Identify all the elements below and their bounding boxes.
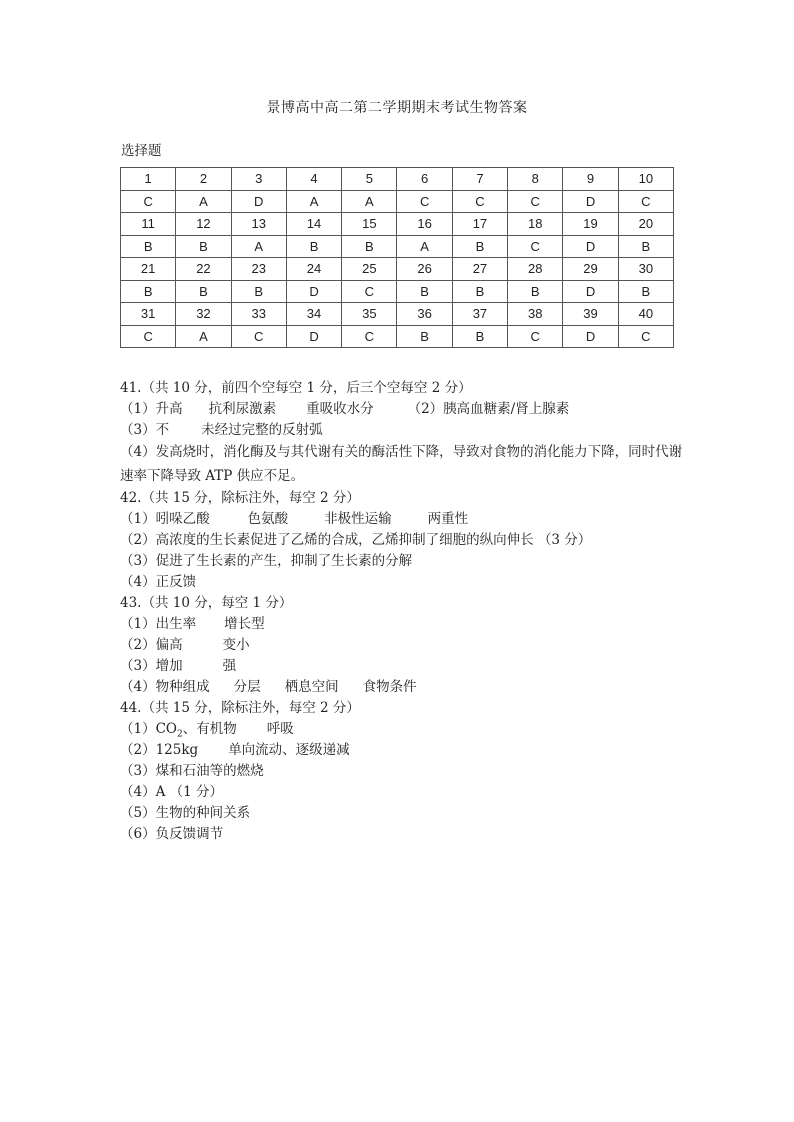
q41-line1: [120, 399, 690, 420]
table-row-numbers: [121, 258, 674, 281]
question-number-cell: 1: [121, 168, 176, 191]
document-title: 景博高中高二第二学期期末考试生物答案: [266, 100, 528, 116]
q41-line3: （4）发高烧时，消化酶及与其代谢有关的酶活性下降，导致对食物的消化能力下降，同时代谢速率下降导致 ATP 供应不足。: [120, 444, 683, 484]
q41-answer: 重吸收水分: [306, 401, 374, 417]
q43-answer: （4）物种组成: [120, 679, 210, 695]
q43-answer: 食物条件: [362, 679, 417, 695]
q42-line3: （3）促进了生长素的产生，抑制了生长素的分解: [120, 553, 413, 569]
answer-cell: C: [508, 190, 563, 213]
q41-answer: 未经过完整的反射弧: [201, 422, 323, 438]
question-number-cell: 13: [231, 213, 286, 236]
answer-cell: C: [342, 325, 397, 348]
question-number-cell: 14: [286, 213, 341, 236]
q42-answer: 色氨酸: [247, 511, 289, 527]
q44-line5: （5）生物的种间关系: [120, 805, 251, 821]
question-number-cell: 37: [452, 303, 507, 326]
answer-cell: C: [618, 190, 673, 213]
question-number-cell: 39: [563, 303, 618, 326]
answer-cell: B: [618, 235, 673, 258]
question-number-cell: 16: [397, 213, 452, 236]
q43-line1: [120, 614, 690, 635]
answer-cell: C: [508, 235, 563, 258]
question-number-cell: 4: [286, 168, 341, 191]
question-number-cell: 12: [176, 213, 231, 236]
q44-answer: 单向流动、逐级递减: [228, 742, 350, 758]
answer-cell: B: [452, 280, 507, 303]
q43-header: 43.（共 10 分，每空 1 分）: [120, 595, 293, 611]
answer-cell: C: [342, 280, 397, 303]
answer-cell: C: [121, 325, 176, 348]
question-number-cell: 28: [508, 258, 563, 281]
q44-answer: （1）CO: [120, 721, 177, 737]
answer-cell: C: [397, 190, 452, 213]
table-row-answers: [121, 280, 674, 303]
question-number-cell: 15: [342, 213, 397, 236]
table-row-numbers: [121, 168, 674, 191]
table-row-answers: [121, 325, 674, 348]
q44-line3: （3）煤和石油等的燃烧: [120, 763, 264, 779]
question-number-cell: 8: [508, 168, 563, 191]
q44-answer: 呼吸: [266, 721, 294, 737]
answer-cell: D: [563, 235, 618, 258]
q43-line4: [120, 677, 690, 698]
q42-line4: （4）正反馈: [120, 574, 197, 590]
question-number-cell: 22: [176, 258, 231, 281]
question-number-cell: 24: [286, 258, 341, 281]
question-number-cell: 5: [342, 168, 397, 191]
q43-answer: （3）增加: [120, 658, 183, 674]
q43-answer: 强: [222, 658, 237, 674]
question-number-cell: 30: [618, 258, 673, 281]
q41-answer: （3）不: [120, 422, 170, 438]
answer-cell: A: [176, 190, 231, 213]
q43-answer: （2）偏高: [120, 637, 183, 653]
question-number-cell: 26: [397, 258, 452, 281]
question-number-cell: 10: [618, 168, 673, 191]
q41-line2: [120, 420, 690, 441]
q44-line1: [120, 719, 690, 740]
q43-line2: [120, 635, 690, 656]
q43-answer: 栖息空间: [284, 679, 339, 695]
q42-answer: 非极性运输: [324, 511, 392, 527]
q44-line6: （6）负反馈调节: [120, 826, 224, 842]
question-number-cell: 23: [231, 258, 286, 281]
answer-cell: A: [342, 190, 397, 213]
question-number-cell: 11: [121, 213, 176, 236]
q43-answer: 分层: [233, 679, 261, 695]
question-number-cell: 29: [563, 258, 618, 281]
answer-cell: A: [176, 325, 231, 348]
q42-answer: 两重性: [427, 511, 469, 527]
answer-cell: A: [397, 235, 452, 258]
answer-cell: C: [452, 190, 507, 213]
section-label: 选择题: [121, 143, 162, 159]
question-number-cell: 36: [397, 303, 452, 326]
answer-cell: B: [397, 280, 452, 303]
table-row-numbers: [121, 213, 674, 236]
answer-cell: C: [121, 190, 176, 213]
answer-cell: D: [563, 190, 618, 213]
answer-cell: A: [286, 190, 341, 213]
answer-cell: D: [563, 325, 618, 348]
answer-cell: B: [618, 280, 673, 303]
q43-line3: [120, 656, 690, 677]
question-number-cell: 25: [342, 258, 397, 281]
answer-cell: B: [176, 280, 231, 303]
q44-subscript: 2: [177, 729, 183, 740]
q41-answer: （1）升高: [120, 401, 183, 417]
q44-answer: 、有机物: [182, 721, 237, 737]
q44-header: 44.（共 15 分，除标注外，每空 2 分）: [120, 700, 360, 716]
answer-cell: B: [231, 280, 286, 303]
q41-answer: 抗利尿激素: [208, 401, 277, 417]
answer-cell: B: [286, 235, 341, 258]
question-number-cell: 17: [452, 213, 507, 236]
question-number-cell: 32: [176, 303, 231, 326]
q42-line2: （2）高浓度的生长素促进了乙烯的合成，乙烯抑制了细胞的纵向伸长 （3 分）: [120, 532, 592, 548]
answer-table: [120, 167, 674, 348]
answer-cell: C: [231, 325, 286, 348]
question-number-cell: 6: [397, 168, 452, 191]
q43-answer: 增长型: [224, 616, 265, 632]
question-number-cell: 35: [342, 303, 397, 326]
q44-line4: （4）A （1 分）: [120, 784, 224, 800]
answer-cell: D: [286, 280, 341, 303]
q44-answer: （2）125kg: [120, 742, 199, 758]
question-number-cell: 19: [563, 213, 618, 236]
q41-answer: （2）胰高血糖素/肾上腺素: [407, 401, 570, 417]
question-number-cell: 18: [508, 213, 563, 236]
table-row-answers: [121, 235, 674, 258]
answer-cell: C: [508, 325, 563, 348]
q41-header: 41.（共 10 分，前四个空每空 1 分，后三个空每空 2 分）: [120, 380, 472, 396]
q42-line1: [120, 509, 690, 530]
question-number-cell: 27: [452, 258, 507, 281]
answer-cell: B: [452, 235, 507, 258]
q42-answer: （1）吲哚乙酸: [120, 511, 210, 527]
table-row-numbers: [121, 303, 674, 326]
q44-line2: [120, 740, 690, 761]
answer-cell: B: [452, 325, 507, 348]
question-number-cell: 2: [176, 168, 231, 191]
question-number-cell: 21: [121, 258, 176, 281]
answer-cell: B: [342, 235, 397, 258]
answer-cell: B: [176, 235, 231, 258]
question-number-cell: 9: [563, 168, 618, 191]
question-number-cell: 20: [618, 213, 673, 236]
answer-cell: C: [618, 325, 673, 348]
question-number-cell: 40: [618, 303, 673, 326]
answer-cell: B: [508, 280, 563, 303]
question-number-cell: 3: [231, 168, 286, 191]
question-number-cell: 33: [231, 303, 286, 326]
q43-answer: （1）出生率: [120, 616, 197, 632]
answer-cell: B: [397, 325, 452, 348]
answer-cell: A: [231, 235, 286, 258]
question-number-cell: 7: [452, 168, 507, 191]
q42-header: 42.（共 15 分，除标注外，每空 2 分）: [120, 490, 360, 506]
question-number-cell: 38: [508, 303, 563, 326]
answer-cell: D: [563, 280, 618, 303]
q43-answer: 变小: [222, 637, 250, 653]
answer-cell: B: [121, 235, 176, 258]
answer-cell: B: [121, 280, 176, 303]
answer-body-text: [120, 378, 690, 845]
answer-cell: D: [286, 325, 341, 348]
answer-cell: D: [231, 190, 286, 213]
question-number-cell: 31: [121, 303, 176, 326]
table-row-answers: [121, 190, 674, 213]
question-number-cell: 34: [286, 303, 341, 326]
